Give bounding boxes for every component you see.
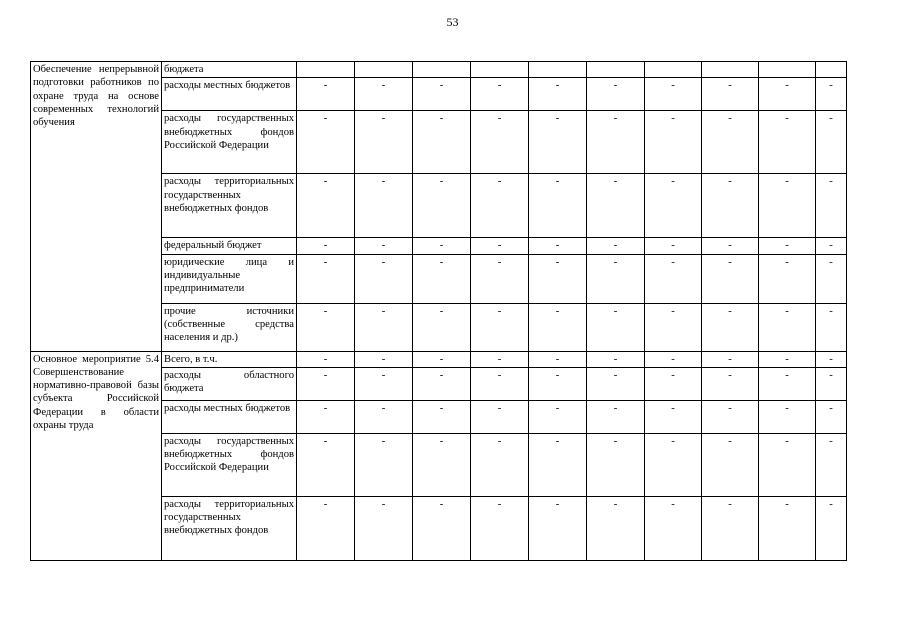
value-text: - [613,176,618,188]
value-cell [413,238,471,254]
value-text: - [785,435,789,447]
value-text: - [613,113,618,125]
value-text: - [785,113,789,125]
value-cell [297,254,355,303]
value-cell [471,254,529,303]
value-text: - [439,435,444,447]
funding-source: расходы государственных внебюджетных фондов Российской Федерации [162,433,297,496]
value-cell [759,303,816,351]
value-text: - [381,353,386,365]
value-cell [645,433,702,496]
value-cell [413,496,471,560]
value-text: - [728,305,732,317]
value-cell [297,174,355,238]
value-text: - [439,80,444,92]
value-text: - [613,256,618,268]
value-text: - [323,435,328,447]
table-row [31,351,847,367]
value-text: - [439,353,444,365]
value-cell [413,433,471,496]
value-cell [759,254,816,303]
value-cell [529,433,587,496]
value-cell [587,62,645,78]
value-cell [297,303,355,351]
value-cell [587,367,645,400]
value-cell [413,174,471,238]
value-cell [355,62,413,78]
funding-source: расходы территориальных государственных внебюджетных фондов [162,174,297,238]
value-text: - [785,256,789,268]
value-text: - [829,369,833,381]
value-cell [587,238,645,254]
value-cell [816,351,847,367]
value-cell [816,174,847,238]
value-text: - [323,498,328,510]
value-text: - [555,256,560,268]
value-cell [587,174,645,238]
value-cell [471,367,529,400]
value-cell [645,111,702,174]
value-text: - [555,435,560,447]
value-text: - [613,369,618,381]
value-cell [645,367,702,400]
funding-source: расходы областного бюджета [162,367,297,400]
activity-description: Основное мероприятие 5.4 Совершенствование нормативно-правовой базы субъекта Российской Федерации в области охраны труда [31,351,162,560]
value-text: - [671,176,675,188]
page-number: 53 [446,15,459,29]
value-text: - [439,369,444,381]
value-text: - [829,256,833,268]
value-cell [297,351,355,367]
value-cell [702,400,759,433]
value-cell [759,78,816,111]
value-text: - [785,305,789,317]
value-text: - [728,176,732,188]
value-cell [355,303,413,351]
value-cell [702,254,759,303]
value-cell [529,496,587,560]
value-cell [759,367,816,400]
value-cell [816,400,847,433]
value-text: - [381,305,386,317]
value-text: - [497,498,502,510]
value-cell [297,400,355,433]
value-cell [587,111,645,174]
value-cell [759,62,816,78]
value-text: - [785,176,789,188]
value-cell [759,111,816,174]
value-text: - [497,369,502,381]
value-text: - [728,240,732,252]
value-text: - [497,113,502,125]
value-text: - [439,240,444,252]
value-cell [702,238,759,254]
value-text: - [671,113,675,125]
value-cell [471,351,529,367]
value-text: - [671,369,675,381]
value-cell [816,433,847,496]
value-text: - [381,369,386,381]
value-cell [702,367,759,400]
value-cell [529,174,587,238]
value-text: - [323,176,328,188]
value-text: - [439,256,444,268]
value-text: - [728,256,732,268]
value-cell [645,238,702,254]
value-cell [529,62,587,78]
value-cell [529,78,587,111]
value-cell [529,238,587,254]
value-cell [413,62,471,78]
value-text: - [323,256,328,268]
value-text: - [323,353,328,365]
value-cell [413,303,471,351]
value-cell [355,78,413,111]
value-cell [759,238,816,254]
value-cell [355,238,413,254]
value-cell [297,433,355,496]
value-text: - [497,435,502,447]
value-cell [471,111,529,174]
value-text: - [323,80,328,92]
value-cell [587,303,645,351]
value-cell [587,351,645,367]
value-cell [471,78,529,111]
value-cell [355,111,413,174]
value-cell [355,367,413,400]
value-cell [816,111,847,174]
value-text: - [613,240,618,252]
value-cell [471,496,529,560]
value-cell [355,496,413,560]
value-cell [471,174,529,238]
value-cell [587,433,645,496]
table-row [31,62,847,78]
activity-description: Обеспечение непрерывной подготовки работников по охране труда на основе современных технологий обучения [31,62,162,352]
value-text: - [728,435,732,447]
value-cell [355,400,413,433]
value-cell [702,174,759,238]
value-cell [645,254,702,303]
value-text: - [613,498,618,510]
value-text: - [829,80,833,92]
value-text: - [671,256,675,268]
value-cell [645,78,702,111]
value-text: - [785,369,789,381]
value-text: - [728,80,732,92]
value-text: - [613,402,618,414]
value-cell [471,433,529,496]
value-text: - [555,369,560,381]
value-cell [816,303,847,351]
value-text: - [671,240,675,252]
value-cell [587,400,645,433]
value-cell [702,78,759,111]
value-cell [645,62,702,78]
value-text: - [728,353,732,365]
value-cell [645,174,702,238]
value-text: - [785,80,789,92]
value-cell [355,433,413,496]
value-text: - [555,353,560,365]
value-text: - [671,353,675,365]
value-text: - [785,240,789,252]
value-cell [759,400,816,433]
table-body [31,62,847,561]
value-text: - [497,353,502,365]
funding-source: расходы территориальных государственных внебюджетных фондов [162,496,297,560]
value-cell [816,496,847,560]
value-text: - [613,435,618,447]
value-cell [413,254,471,303]
value-text: - [829,305,833,317]
value-text: - [555,80,560,92]
value-text: - [497,256,502,268]
value-text: - [613,80,618,92]
value-text: - [323,113,328,125]
value-cell [471,62,529,78]
value-cell [297,78,355,111]
value-text: - [323,305,328,317]
funding-table [30,61,847,561]
value-cell [413,111,471,174]
value-cell [529,111,587,174]
value-text: - [323,240,328,252]
value-text: - [671,402,675,414]
value-cell [702,351,759,367]
funding-source: юридические лица и индивидуальные предприниматели [162,254,297,303]
value-cell [355,174,413,238]
value-cell [471,303,529,351]
value-cell [587,496,645,560]
value-cell [816,78,847,111]
value-text: - [381,240,386,252]
value-cell [816,367,847,400]
value-text: - [439,402,444,414]
value-text: - [555,498,560,510]
value-cell [759,496,816,560]
value-cell [529,367,587,400]
value-cell [816,254,847,303]
value-cell [413,367,471,400]
funding-source: прочие источники (собственные средства населения и др.) [162,303,297,351]
value-text: - [555,305,560,317]
value-text: - [323,402,328,414]
value-text: - [439,498,444,510]
value-text: - [829,353,833,365]
funding-source: расходы государственных внебюджетных фондов Российской Федерации [162,111,297,174]
value-text: - [439,305,444,317]
value-cell [471,238,529,254]
funding-source: Всего, в т.ч. [162,351,297,367]
value-cell [645,351,702,367]
value-cell [413,351,471,367]
value-text: - [671,80,675,92]
value-cell [297,496,355,560]
value-text: - [381,256,386,268]
value-text: - [555,402,560,414]
value-cell [297,238,355,254]
value-text: - [671,435,675,447]
funding-source: бюджета [162,62,297,78]
funding-source: федеральный бюджет [162,238,297,254]
value-text: - [829,402,833,414]
value-cell [816,238,847,254]
value-text: - [323,369,328,381]
value-cell [702,303,759,351]
value-text: - [497,176,502,188]
value-cell [529,351,587,367]
funding-source: расходы местных бюджетов [162,78,297,111]
value-cell [587,254,645,303]
value-cell [297,367,355,400]
value-cell [702,433,759,496]
value-cell [355,351,413,367]
value-text: - [829,240,833,252]
value-cell [645,303,702,351]
value-cell [645,496,702,560]
value-cell [297,62,355,78]
value-text: - [555,240,560,252]
value-text: - [613,353,618,365]
value-text: - [381,80,386,92]
value-text: - [497,240,502,252]
value-cell [759,433,816,496]
value-text: - [671,498,675,510]
value-cell [702,496,759,560]
value-cell [355,254,413,303]
value-text: - [381,402,386,414]
value-text: - [671,305,675,317]
value-text: - [381,113,386,125]
funding-source: расходы местных бюджетов [162,400,297,433]
value-text: - [497,402,502,414]
value-cell [816,62,847,78]
value-text: - [728,369,732,381]
value-cell [413,78,471,111]
value-cell [702,111,759,174]
value-cell [587,78,645,111]
value-text: - [555,176,560,188]
value-cell [471,400,529,433]
value-text: - [785,402,789,414]
value-cell [413,400,471,433]
value-text: - [381,435,386,447]
value-cell [529,400,587,433]
value-text: - [785,353,789,365]
value-text: - [497,305,502,317]
value-text: - [728,113,732,125]
value-text: - [439,176,444,188]
value-text: - [785,498,789,510]
value-text: - [728,402,732,414]
value-text: - [829,498,833,510]
value-cell [759,351,816,367]
value-text: - [613,305,618,317]
value-text: - [497,80,502,92]
value-cell [297,111,355,174]
value-cell [529,254,587,303]
value-cell [645,400,702,433]
value-cell [702,62,759,78]
value-cell [529,303,587,351]
value-text: - [555,113,560,125]
value-cell [759,174,816,238]
value-text: - [381,498,386,510]
value-text: - [829,176,833,188]
value-text: - [829,435,833,447]
value-text: - [381,176,386,188]
value-text: - [439,113,444,125]
value-text: - [829,113,833,125]
value-text: - [728,498,732,510]
